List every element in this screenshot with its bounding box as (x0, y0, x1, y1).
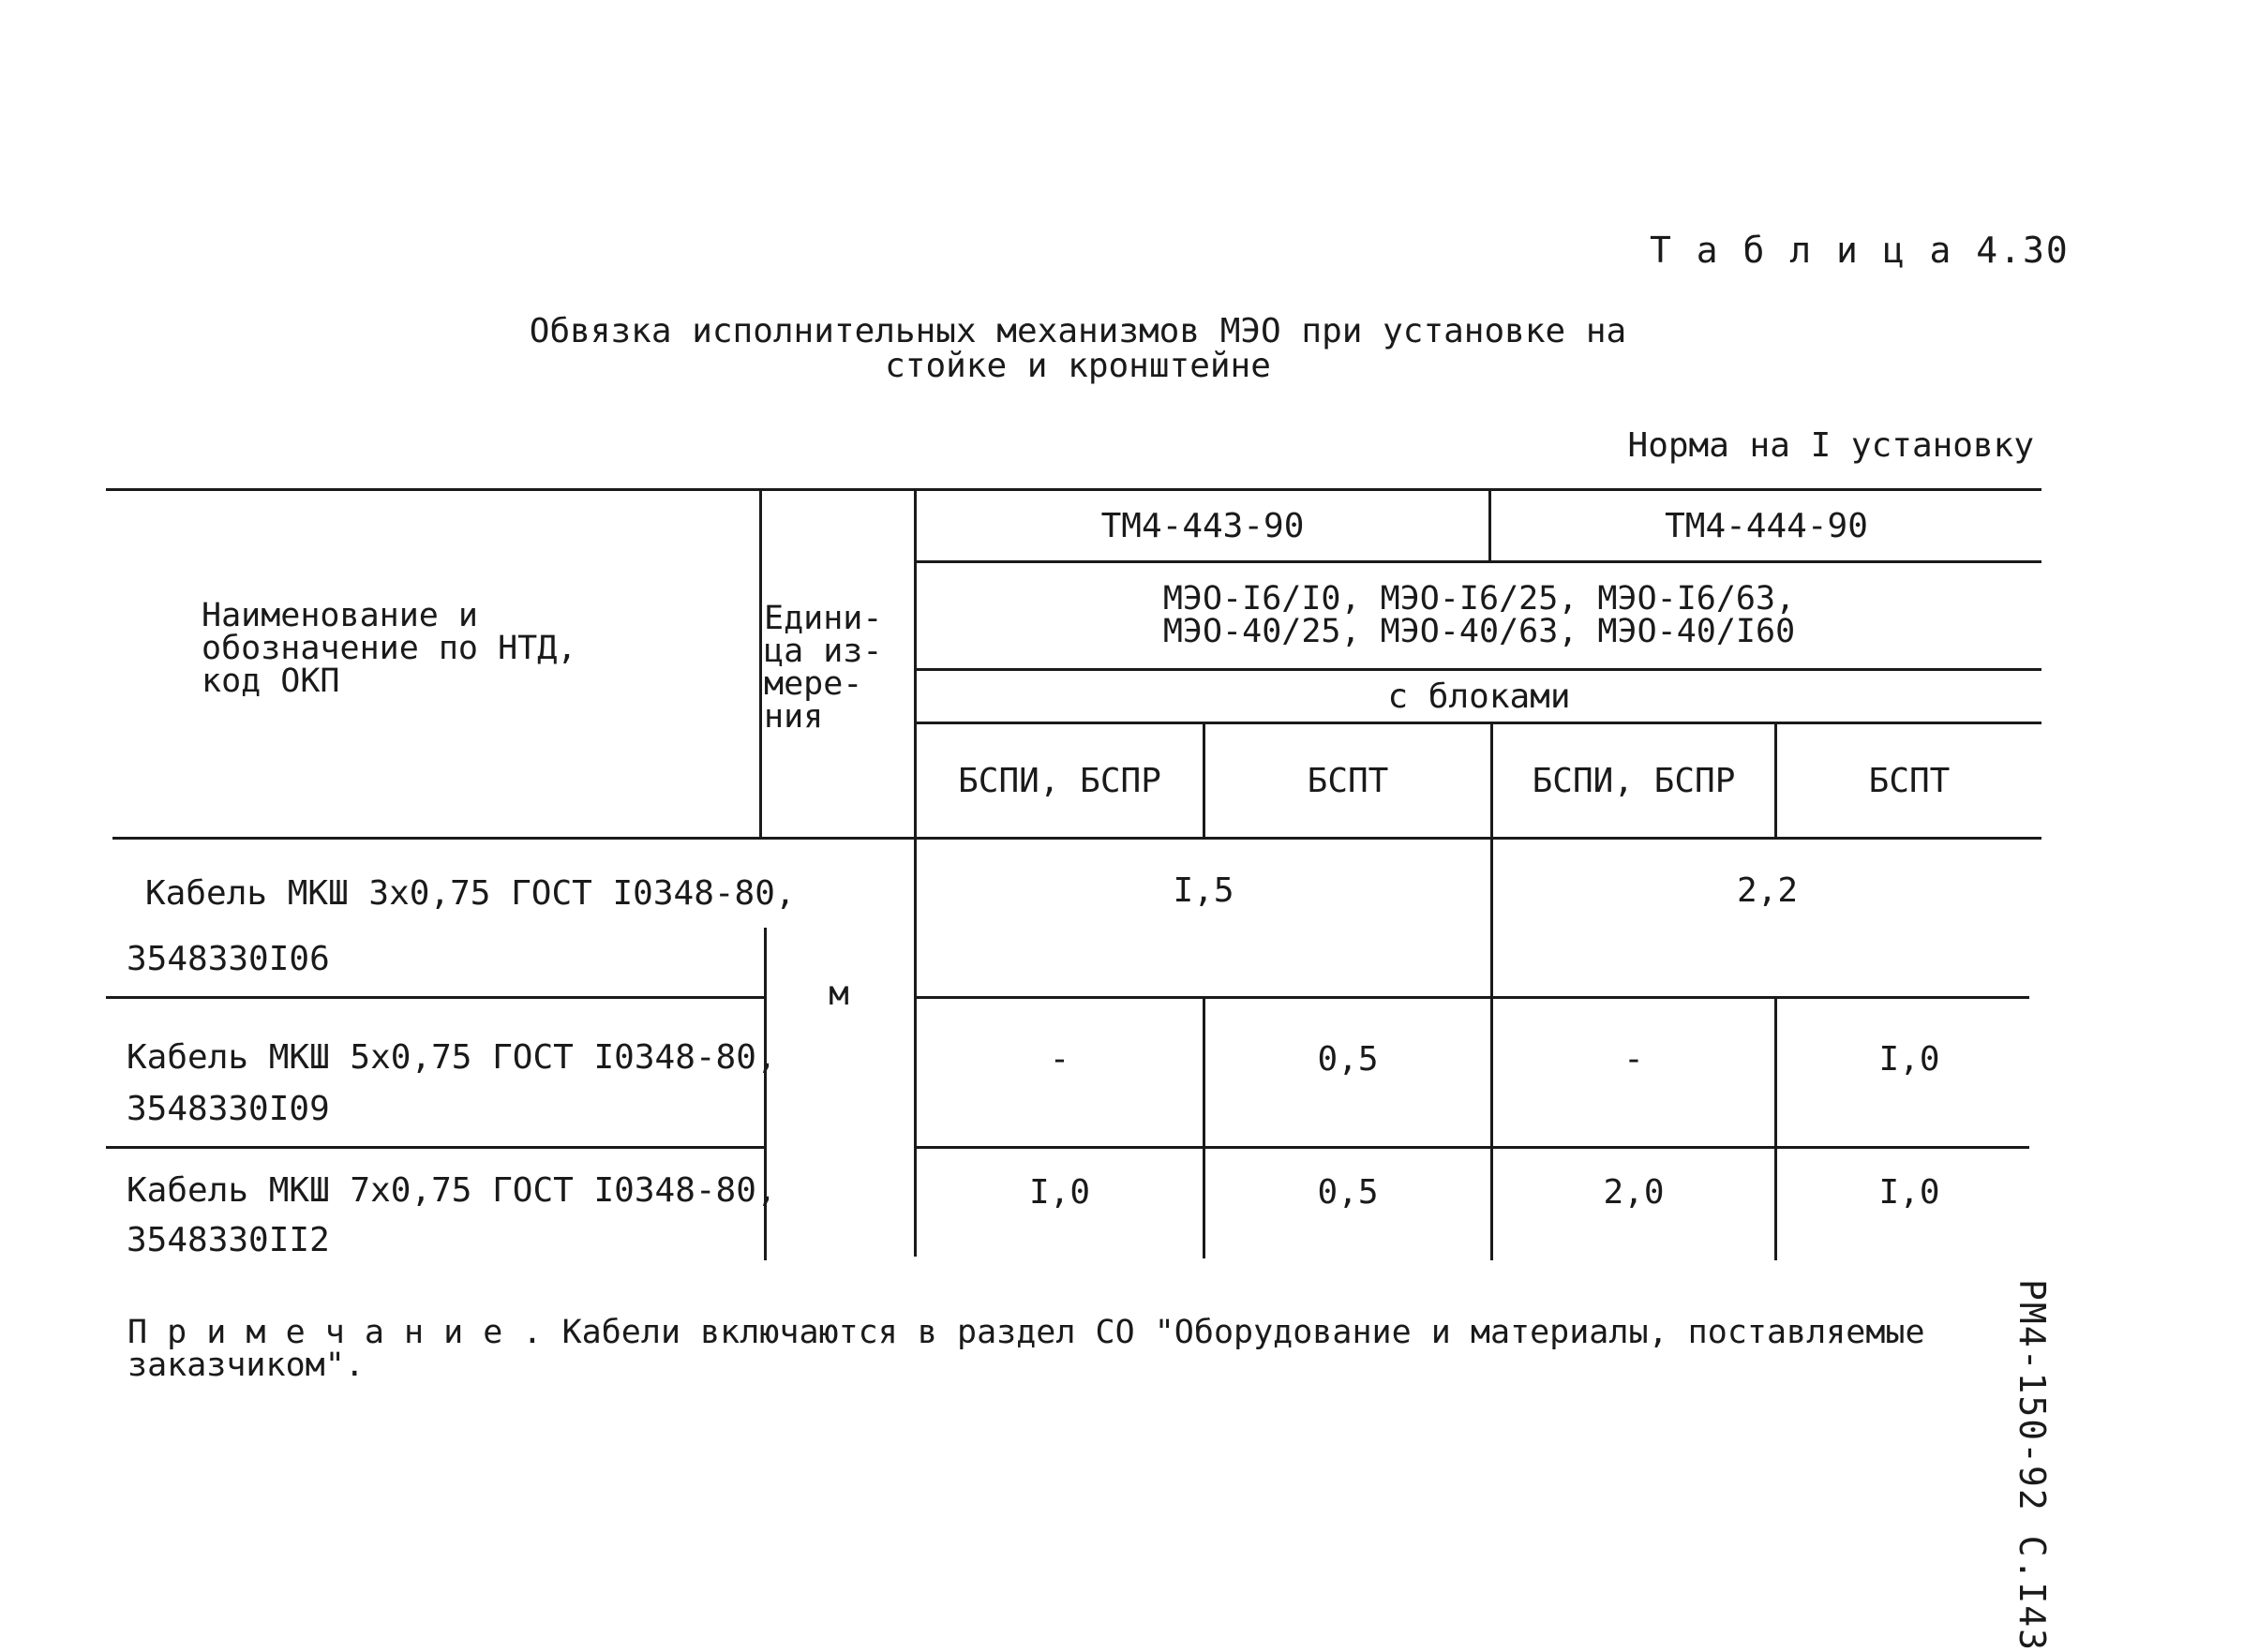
row-2-value-2: 0,5 (1317, 1039, 1379, 1079)
document-code-side: РМ4-150-92 С.I43 (2011, 1279, 2053, 1652)
row-2-name: Кабель МКШ 5х0,75 ГОСТ I0348-80, (127, 1038, 777, 1077)
row-2-value-1: - (1049, 1039, 1070, 1079)
header-models: МЭО-I6/I0, МЭО-I6/25, МЭО-I6/63, МЭО-40/25, МЭО-40/63, МЭО-40/I60 (1162, 580, 1796, 650)
row-1-code: 3548330I06 (127, 940, 330, 978)
row-2-code: 3548330I09 (127, 1090, 330, 1128)
header-group-tm4-443: ТМ4-443-90 (1100, 506, 1305, 545)
table-note: П р и м е ч а н и е . Кабели включаются в раздел СО "Оборудование и материалы, поставляемые заказчиком". (127, 1314, 1925, 1384)
row-1-group2-value: 2,2 (1736, 871, 1799, 910)
row-1-group1-value: I,5 (1173, 871, 1234, 910)
row-3-value-2: 0,5 (1317, 1172, 1379, 1212)
row-3-code: 3548330II2 (127, 1221, 330, 1259)
header-group-tm4-444: ТМ4-444-90 (1665, 506, 1868, 545)
header-with-blocks: с блоками (1387, 677, 1571, 716)
header-name-column: Наименование и обозначение по НТД, код ОКП (202, 597, 577, 700)
row-3-value-1: I,0 (1028, 1172, 1091, 1212)
row-3-name: Кабель МКШ 7х0,75 ГОСТ I0348-80, (127, 1171, 777, 1210)
header-sub-1: БСПИ, БСПР (958, 761, 1161, 800)
header-sub-3: БСПИ, БСПР (1532, 761, 1736, 800)
header-sub-2: БСПТ (1307, 761, 1389, 800)
row-1-name: Кабель МКШ 3х0,75 ГОСТ I0348-80, (145, 874, 796, 913)
unit-value: м (829, 974, 849, 1013)
header-sub-4: БСПТ (1868, 761, 1951, 800)
table-number: Т а б л и ц а 4.30 (1650, 230, 2070, 271)
row-2-value-4: I,0 (1878, 1039, 1940, 1079)
table-title-line1: Обвязка исполнительных механизмов МЭО при установке на (529, 312, 1627, 350)
norm-caption: Норма на I установку (1627, 426, 2034, 465)
header-unit-column: Едини- ца из- мере- ния (764, 600, 883, 736)
table-title-line2: стойке и кронштейне (885, 347, 1271, 385)
row-3-value-4: I,0 (1878, 1172, 1940, 1212)
row-2-value-3: - (1623, 1039, 1644, 1079)
row-3-value-3: 2,0 (1603, 1172, 1665, 1212)
